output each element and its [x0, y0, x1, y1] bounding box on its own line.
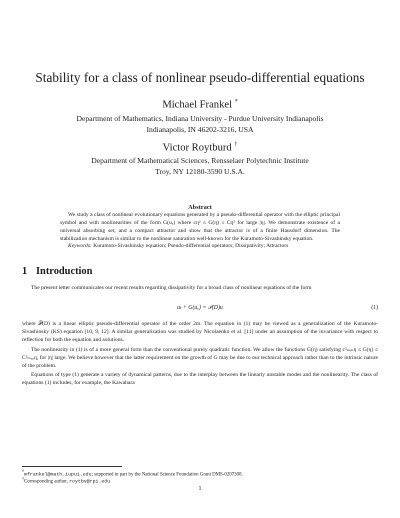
paragraph-text: Equations of type (1) generate a variety of dynamical patterns, due to the interplay between the linearly unstable modes and the nonlinearity. The class of equations (1) includes, for example, the Kawahara	[22, 372, 378, 387]
paragraph-text: The nonlinearity in (1) is of a more general form than the conventional purely quadratic function. We allow the functions G(η) satisfying c²ₘᵢₙη ≤ G(η) ≤ C²ₘₐₓη, for |η| large. We believe however that the latter requirement on the growth of G may be due to our technical approach rather than to the intrinsic nature of the problem.	[22, 346, 378, 369]
footnote-text: Corresponding author,	[24, 479, 70, 485]
author-name	[0, 99, 400, 111]
author-mark: †	[234, 142, 238, 148]
section-heading	[22, 266, 92, 277]
paragraph-text: The present letter communicates our recent results regarding dissipativity for a broad class of nonlinear equations of the form	[31, 285, 312, 291]
footnote-email[interactable]: mfrankel@math.iupui.edu	[24, 472, 92, 478]
author-mark: *	[234, 99, 238, 105]
footnote-email[interactable]: roytbv@rpi.edu	[69, 479, 111, 485]
footnote-mark: †	[22, 476, 25, 481]
author-name	[0, 142, 400, 154]
author-affiliation	[0, 113, 400, 135]
footnote-rule	[22, 466, 122, 467]
affiliation-line: Troy, NY 12180-3590 U.S.A.	[155, 167, 245, 176]
keywords-text: Kuramoto-Sivashinsky equation; Pseudo-differential operators; Dissipativity; Attractors	[93, 243, 289, 250]
keywords-label: Keywords:	[68, 243, 92, 250]
paper-title: Stability for a class of nonlinear pseudo-differential equations	[35, 70, 365, 85]
affiliation-line: Indianapolis, IN 46202-3216, USA	[146, 125, 254, 134]
section-number: 1	[22, 266, 28, 277]
paragraph-text: where 𝒫(D) is a linear elliptic pseudo-differential operator of the order 2m. The equation in (1) may be viewed as a generalization of the Kuramoto-Sivashinsky (KS) equation [10, 9, 12]. A similar generalization was studied by Nicolaenko et al. [11] under an assumption of the invariance with respect to reflection for both the equation and solutions.	[22, 321, 378, 344]
intro-paragraph	[22, 284, 378, 292]
affiliation-line: Department of Mathematics, Indiana University - Purdue University Indianapolis	[76, 114, 324, 123]
footnote-text: ; supported in part by the National Science Foundation Grant DMS-0207308.	[91, 472, 243, 478]
affiliation-line: Department of Mathematical Sciences, Rensselaer Polytechnic Institute	[91, 156, 309, 165]
footnote	[22, 476, 110, 486]
abstract	[60, 212, 340, 251]
author-affiliation	[0, 155, 400, 177]
author-name-text: Michael Frankel	[162, 99, 233, 111]
equation-number: (1)	[371, 305, 378, 311]
page-number: 1	[198, 486, 202, 492]
equation-formula: uₜ + G(uₓ) = 𝒫(D)u	[177, 305, 223, 311]
author-name-text: Victor Roytburd	[162, 142, 232, 154]
intro-body	[22, 320, 378, 387]
footnote-mark: *	[22, 469, 25, 474]
abstract-text: We study a class of nonlinear evolutionary equations generated by a pseudo-differential operator with the elliptic principal symbol and with nonlinearities of the form G(uₓ) where cη² ≤ G(η) ≤ Cη² for large |η|. We demonstrate existence of a universal absorbing set, and a compact attractor and show that the attractor is of a finite Hausdorf dimension. The stabilization mechanism is similar to the nonlinear saturation well-known for the Kuramoto-Sivashinsky equation.	[60, 212, 340, 242]
section-title: Introduction	[36, 266, 93, 277]
keywords	[60, 243, 340, 251]
abstract-heading: Abstract	[188, 204, 212, 211]
